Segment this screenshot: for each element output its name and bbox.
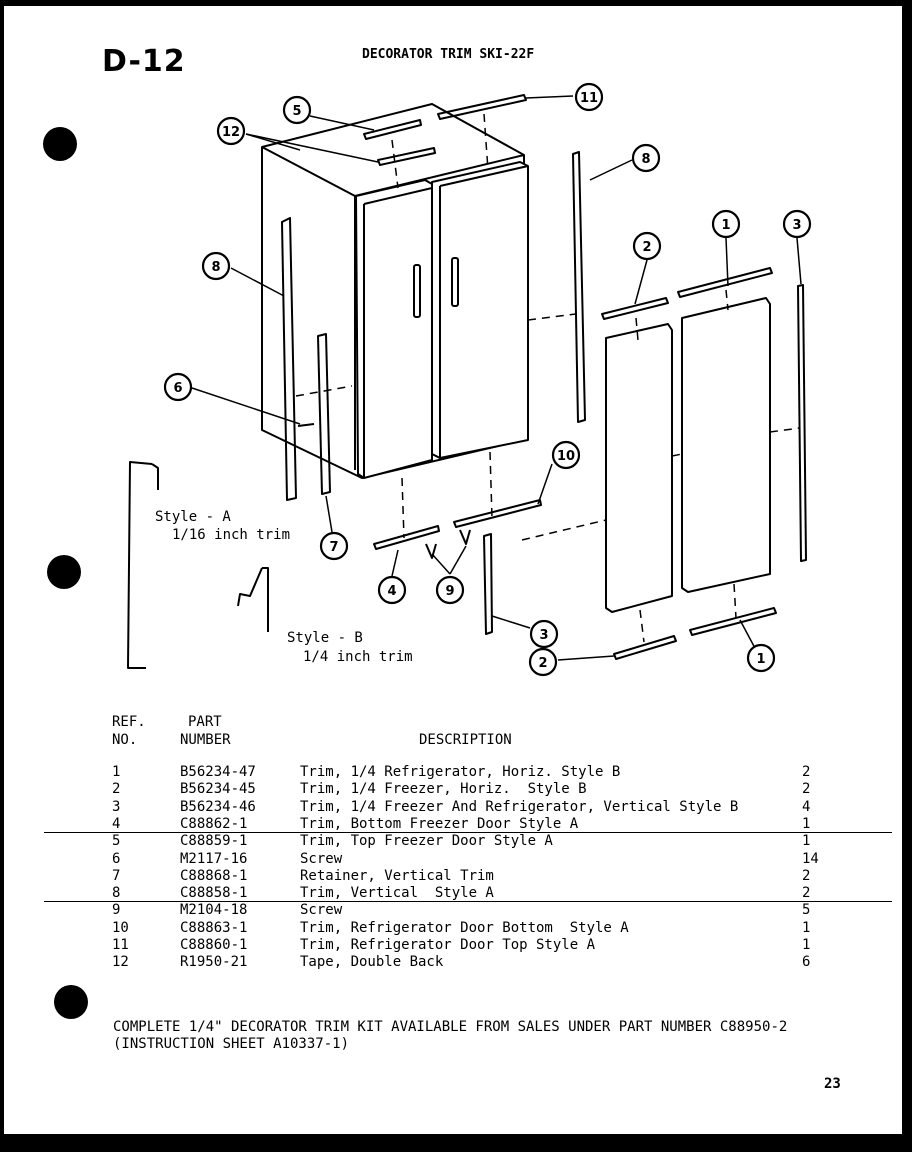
diagram-title: DECORATOR TRIM SKI-22F: [362, 47, 535, 62]
table-row: [0, 851, 912, 868]
ref-no: 8: [112, 885, 121, 902]
trim-freezer-horiz-bottom: [614, 636, 676, 659]
trim-bottom-freezer-door: [374, 526, 439, 549]
trim-refrigerator-door-bottom: [454, 500, 541, 527]
trim-refrigerator-horiz-top: [678, 268, 772, 297]
ref-no: 6: [112, 850, 121, 867]
style-b-name: Style - B: [287, 630, 363, 646]
table-row: [0, 902, 912, 919]
table-row: [0, 920, 912, 937]
callout-9: [437, 577, 463, 603]
ref-no: 1: [112, 764, 121, 780]
ref-no: 4: [112, 815, 121, 832]
description: Screw: [300, 850, 343, 867]
retainer-vertical-trim: [318, 334, 330, 494]
ref-no: 3: [112, 798, 121, 815]
description: Trim, Bottom Freezer Door Style A: [300, 815, 579, 832]
style-a-trim: 1/16 inch trim: [172, 527, 291, 543]
callout-label: 6: [173, 381, 183, 396]
header-description: DESCRIPTION: [419, 732, 512, 748]
quantity: 1: [802, 815, 811, 832]
trim-vertical-style-b-left: [484, 534, 492, 634]
part-number: B56234-46: [180, 798, 256, 815]
callout-6: [165, 374, 191, 400]
header-ref-line2: NO.: [112, 732, 138, 748]
header-part-line2: NUMBER: [180, 732, 231, 748]
scan-edge-bottom: [0, 1134, 912, 1152]
part-number: C88868-1: [180, 867, 248, 884]
part-number: C88860-1: [180, 937, 248, 953]
callout-5: [284, 97, 310, 123]
page-number: 23: [824, 1076, 841, 1092]
table-row: [0, 937, 912, 954]
callout-label: 1: [756, 652, 766, 667]
quantity: 1: [802, 833, 811, 850]
callout-label: 4: [387, 584, 397, 599]
trim-vertical-style-b-right: [798, 285, 806, 561]
quantity: 2: [802, 764, 811, 780]
header-part-line1: PART: [188, 714, 222, 730]
quantity: 1: [802, 919, 811, 936]
description: Retainer, Vertical Trim: [300, 867, 494, 884]
part-number: C88858-1: [180, 885, 248, 902]
table-row: [0, 868, 912, 885]
callout-8: [633, 145, 659, 171]
footnote-line1: COMPLETE 1/4" DECORATOR TRIM KIT AVAILABLE FROM SALES UNDER PART NUMBER C88950-2: [113, 1019, 788, 1035]
tape-double-back: [378, 148, 435, 165]
description: Tape, Double Back: [300, 954, 444, 971]
callout-1: [748, 645, 774, 671]
header-ref-line1: REF.: [112, 714, 146, 730]
quantity: 6: [802, 954, 811, 971]
callout-label: 11: [579, 91, 599, 106]
ref-no: 11: [112, 937, 129, 953]
table-row: [0, 816, 912, 833]
quantity: 5: [802, 902, 811, 919]
table-row: [0, 885, 912, 902]
callout-label: 9: [445, 584, 455, 599]
description: Trim, Vertical Style A: [300, 885, 494, 902]
callout-label: 2: [642, 240, 652, 255]
style-a-profile: [128, 462, 158, 668]
vertical-trim-left: [282, 218, 296, 500]
ref-no: 2: [112, 781, 121, 798]
description: Trim, Top Freezer Door Style A: [300, 833, 553, 850]
description: Trim, 1/4 Freezer And Refrigerator, Vertical Style B: [300, 798, 739, 815]
ref-no: 7: [112, 867, 121, 884]
screw-side: [298, 424, 314, 426]
table-row: [0, 781, 912, 798]
description: Screw: [300, 902, 343, 919]
table-row: [0, 799, 912, 816]
description: Trim, Refrigerator Door Top Style A: [300, 937, 596, 953]
quantity: 2: [802, 867, 811, 884]
callout-label: 7: [329, 540, 339, 555]
callout-label: 12: [221, 125, 241, 140]
table-row: [0, 764, 912, 781]
callout-label: 2: [538, 656, 548, 671]
punch-hole: [54, 985, 88, 1019]
table-rule: [44, 901, 892, 902]
description: Trim, 1/4 Freezer, Horiz. Style B: [300, 781, 587, 798]
part-number: C88859-1: [180, 833, 248, 850]
part-number: M2117-16: [180, 850, 248, 867]
style-b-profile: [238, 568, 268, 632]
freezer-door: [356, 180, 432, 478]
freezer-door-panel: [606, 324, 672, 612]
quantity: 2: [802, 885, 811, 902]
table-rule: [44, 832, 892, 833]
callout-11: [576, 84, 602, 110]
callout-label: 5: [292, 104, 302, 119]
description: Trim, 1/4 Refrigerator, Horiz. Style B: [300, 764, 621, 780]
screw: [460, 530, 470, 544]
callout-2: [530, 649, 556, 675]
part-number: B56234-47: [180, 764, 256, 780]
callout-label: 8: [211, 260, 221, 275]
refrigerator-door-panel: [682, 298, 770, 592]
style-a-name: Style - A: [155, 509, 231, 525]
quantity: 4: [802, 798, 811, 815]
refrigerator-door: [432, 162, 528, 458]
ref-no: 5: [112, 833, 121, 850]
part-number: M2104-18: [180, 902, 248, 919]
callout-label: 1: [721, 218, 731, 233]
part-number: B56234-45: [180, 781, 256, 798]
part-number: C88863-1: [180, 919, 248, 936]
style-b-trim: 1/4 inch trim: [303, 649, 413, 665]
callout-10: [553, 442, 579, 468]
part-number: C88862-1: [180, 815, 248, 832]
ref-no: 10: [112, 919, 129, 936]
callout-3: [784, 211, 810, 237]
callout-1: [713, 211, 739, 237]
ref-no: 12: [112, 954, 129, 971]
trim-refrigerator-horiz-bottom: [690, 608, 776, 635]
callout-3: [531, 621, 557, 647]
callout-7: [321, 533, 347, 559]
footnote-line2: (INSTRUCTION SHEET A10337-1): [113, 1036, 350, 1052]
table-row: [0, 833, 912, 850]
callout-12: [218, 118, 244, 144]
page-code: D-12: [102, 44, 186, 79]
callout-label: 10: [556, 449, 576, 464]
callout-label: 3: [792, 218, 802, 233]
callout-label: 3: [539, 628, 549, 643]
ref-no: 9: [112, 902, 121, 919]
part-number: R1950-21: [180, 954, 248, 971]
description: Trim, Refrigerator Door Bottom Style A: [300, 919, 629, 936]
vertical-trim-right: [573, 152, 585, 422]
quantity: 2: [802, 781, 811, 798]
callout-label: 8: [641, 152, 651, 167]
quantity: 14: [802, 850, 819, 867]
callout-4: [379, 577, 405, 603]
callout-2: [634, 233, 660, 259]
callout-8: [203, 253, 229, 279]
table-row: [0, 954, 912, 971]
quantity: 1: [802, 937, 811, 953]
